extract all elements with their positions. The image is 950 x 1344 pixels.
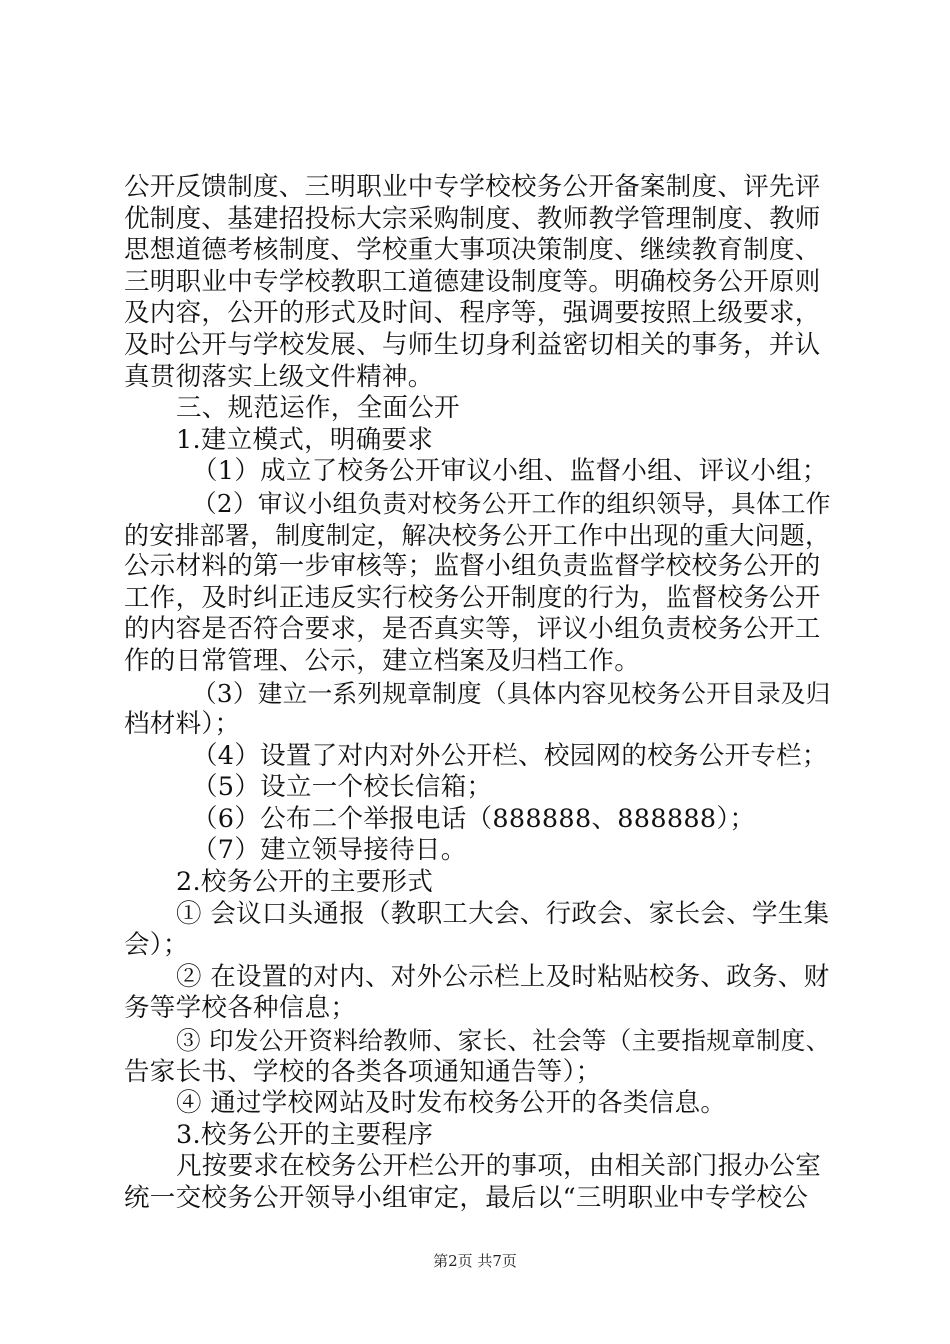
text-line: 会）； xyxy=(124,930,189,961)
text-line: 作的日常管理、公示，建立档案及归档工作。 xyxy=(124,645,641,676)
list-item: ④ 通过学校网站及时发布校务公开的各类信息。 xyxy=(176,1088,727,1119)
document-body xyxy=(124,172,836,1215)
text-line: 统一交校务公开领导小组审定，最后以“三明职业中专学校公 xyxy=(124,1183,809,1213)
text-line: 务等学校各种信息； xyxy=(124,993,357,1024)
list-item: （6）公布二个举报电话（888888、888888）； xyxy=(192,803,756,834)
text-line: 公示材料的第一步审核等；监督小组负责监督学校校务公开的 xyxy=(124,551,821,582)
text-line: 优制度、基建招投标大宗采购制度、教师教学管理制度、教师 xyxy=(124,203,821,234)
text-line: 真贯彻落实上级文件精神。 xyxy=(124,361,434,392)
list-item: （5）设立一个校长信箱； xyxy=(192,772,493,803)
text-line: 思想道德考核制度、学校重大事项决策制度、继续教育制度、 xyxy=(124,235,821,266)
section-heading: 三、规范运作，全面公开 xyxy=(176,393,460,424)
text-line: 的安排部署，制度制定，解决校务公开工作中出现的重大问题， xyxy=(124,520,831,550)
subsection-heading: 3.校务公开的主要程序 xyxy=(176,1119,434,1150)
text-line: 工作，及时纠正违反实行校务公开制度的行为，监督校务公开 xyxy=(124,582,821,613)
text-line: 告家长书、学校的各类各项通知通告等）； xyxy=(124,1056,602,1087)
list-item: ① 会议口头通报（教职工大会、行政会、家长会、学生集 xyxy=(176,898,830,929)
page-number-footer: 第2页 共7页 xyxy=(433,1252,517,1270)
text-line: 及时公开与学校发展、与师生切身利益密切相关的事务，并认 xyxy=(124,329,821,360)
list-item: ② 在设置的对内、对外公示栏上及时粘贴校务、政务、财 xyxy=(176,961,830,992)
list-item: （1）成立了校务公开审议小组、监督小组、评议小组； xyxy=(192,456,828,487)
subsection-heading: 2.校务公开的主要形式 xyxy=(176,867,434,898)
list-item: ③ 印发公开资料给教师、家长、社会等（主要指规章制度、 xyxy=(176,1026,831,1056)
text-line: 三明职业中专学校教职工道德建设制度等。明确校务公开原则 xyxy=(124,266,821,297)
list-item: （2）审议小组负责对校务公开工作的组织领导，具体工作 xyxy=(192,488,831,518)
list-item: （3）建立一系列规章制度（具体内容见校务公开目录及归 xyxy=(192,678,831,708)
list-item: （4）设置了对内对外公开栏、校园网的校务公开专栏； xyxy=(192,740,828,771)
text-line: 公开反馈制度、三明职业中专学校校务公开备案制度、评先评 xyxy=(124,172,821,202)
subsection-heading: 1.建立模式，明确要求 xyxy=(176,424,434,455)
text-line: 凡按要求在校务公开栏公开的事项，由相关部门报办公室 xyxy=(176,1151,822,1182)
text-line: 档材料）； xyxy=(124,709,241,740)
text-line: 的内容是否符合要求，是否真实等，评议小组负责校务公开工 xyxy=(124,614,821,645)
text-line: 及内容，公开的形式及时间、程序等，强调要按照上级要求， xyxy=(124,298,821,329)
list-item: （7）建立领导接待日。 xyxy=(192,835,467,866)
